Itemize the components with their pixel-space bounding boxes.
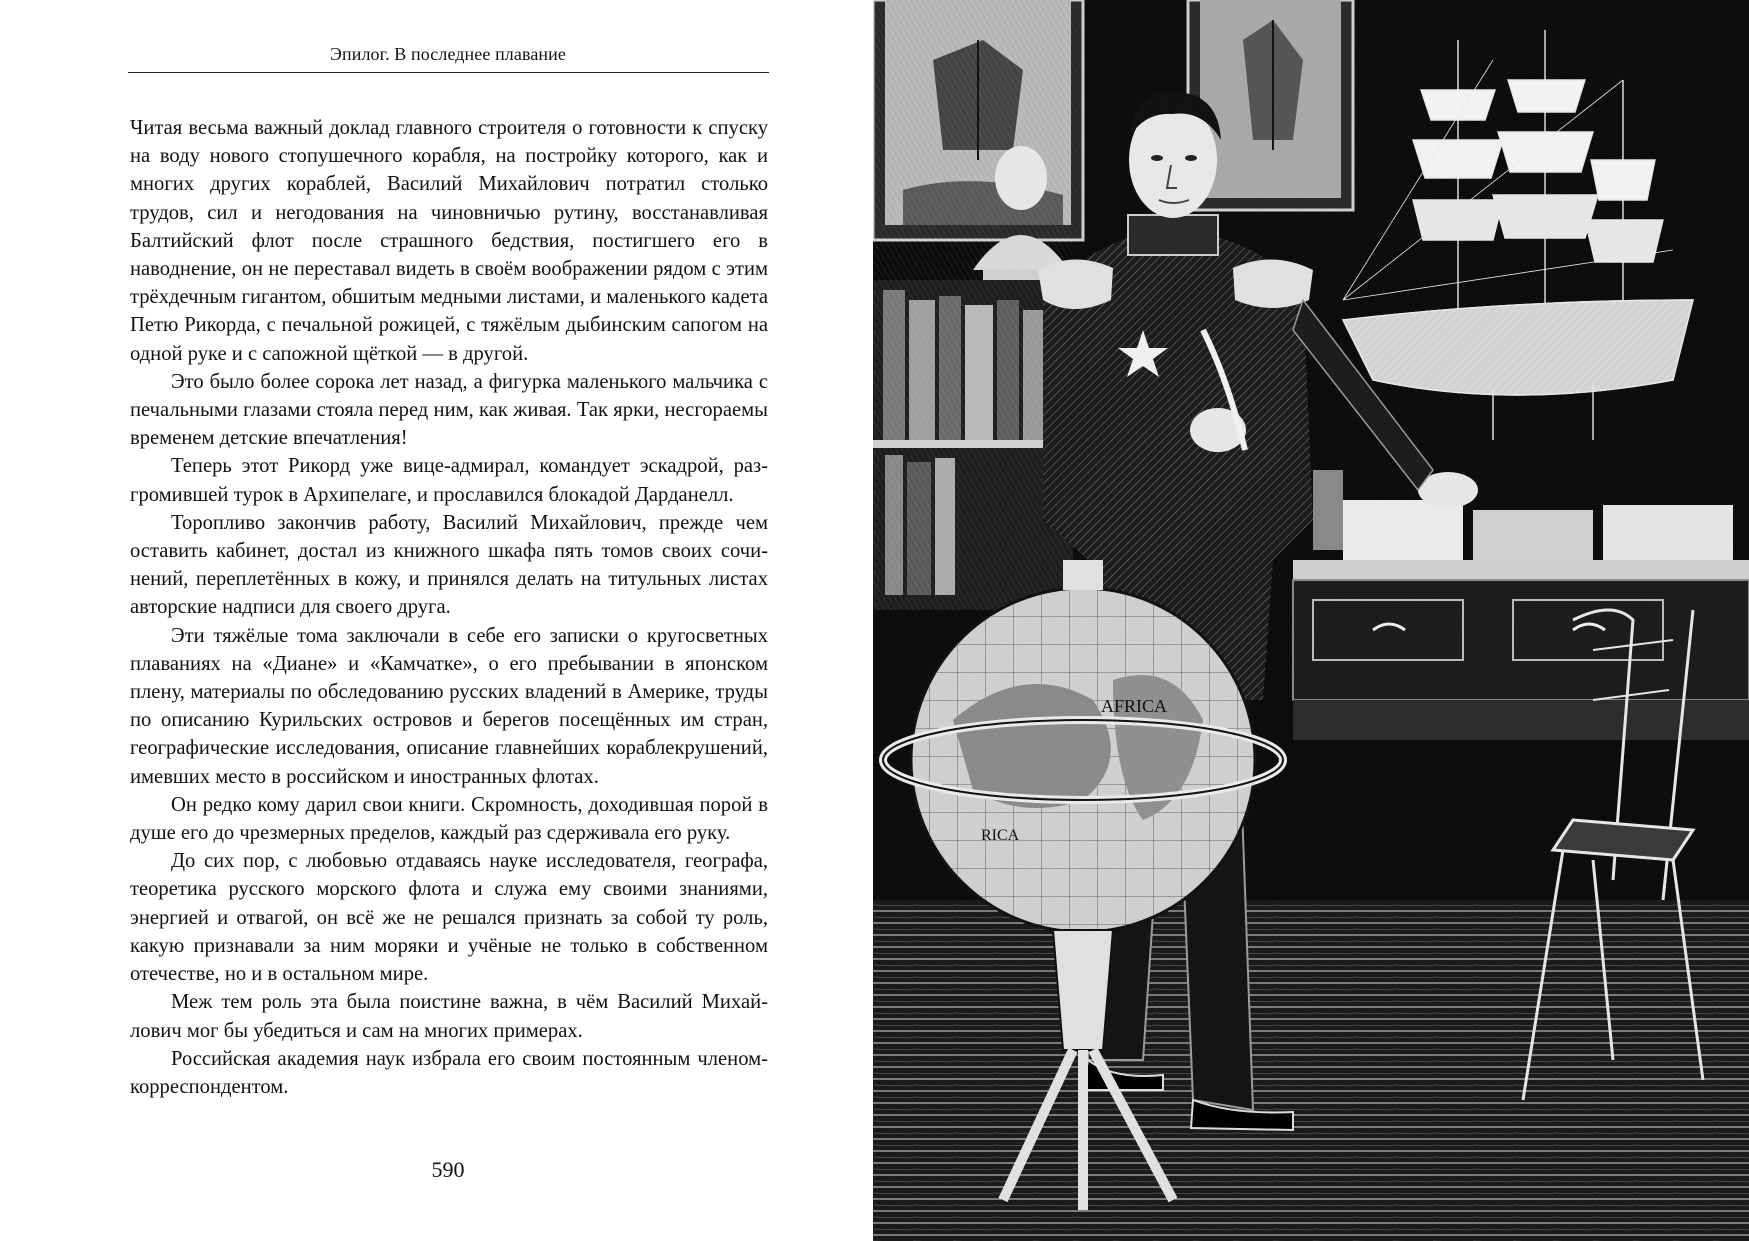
paragraph: Теперь этот Рикорд уже вице-адмирал, командует эскадрой, разгромившей турок в Архипелаге, и прославился блокадой Дарданелл. [130,455,768,506]
paragraph: Меж тем роль эта была поистине важна, в чём Василий Михайлович мог бы убедиться и сам на многих примерах. [130,991,768,1042]
page-number: 590 [431,1157,465,1182]
paragraph: Торопливо закончив работу, Василий Михайлович, прежде чем оставить кабинет, достал из книжного шкафа пять томов своих сочинений, переплетённых в кожу, и принялся делать на титульных листах авторские надписи для своего друга. [130,511,768,619]
globe-label-africa: AFRICA [1101,696,1168,716]
header-rule [128,72,769,73]
engraving-texture [873,0,1749,1241]
paragraph: Он редко кому дарил свои книги. Скромность, доходившая порой в душе его до чрезмерных пределов, каждый раз сдерживала его руку. [130,793,768,845]
running-title: Эпилог. В последнее плавание [330,44,566,64]
engraving-illustration [873,0,1749,1241]
paragraph: Российская академия наук избрала его своим постоянным членом-корреспондентом. [130,1047,768,1098]
body-text [130,114,768,1101]
paragraph: До сих пор, с любовью отдаваясь науке исследователя, географа, теоретика русского морского флота и служа ему своими знаниями, энергией и отвагой, он всё же не решался признать за собой ту роль, какую признавали за ним моряки и учёные не только в собственном отечестве, но и в остальном мире. [130,850,768,986]
engraving-svg [873,0,1749,1241]
paragraph: Читая весьма важный доклад главного строителя о готовности к спуску на воду нового стопушечного корабля, на постройку которого, как и многих других кораблей, Василий Михайлович потратил столько трудов, сил и негодования на чиновничью рутину, восстанавливая Балтийский флот после страшного бедствия, постигшего его в наводнение, он не переставал видеть в своём воображении рядом с этим трёхдечным гигантом, обшитым медными листами, и маленького кадета Петю Рикорда, с печальной рожицей, с тяжёлым дыбинским сапогом на одной руке и с сапожной щёткой — в другой. [130,117,768,365]
text-page [0,0,870,1241]
paragraph: Это было более сорока лет назад, а фигурка маленького мальчика с печальными глазами стояла перед ним, как живая. Так ярки, несгораемы временем детские впечатления! [130,370,768,450]
globe-label-america: RICA [981,827,1020,844]
paragraph: Эти тяжёлые тома заключали в себе его записки о кругосветных плаваниях на «Диане» и «Камчатке», о его пребывании в японском плену, материалы по обследованию русских владений в Америке, труды по описанию Курильских островов и берегов посещённых им стран, географические исследования, описание главнейших кораблекрушений, имевших место в российском и иностранных флотах. [130,624,768,788]
